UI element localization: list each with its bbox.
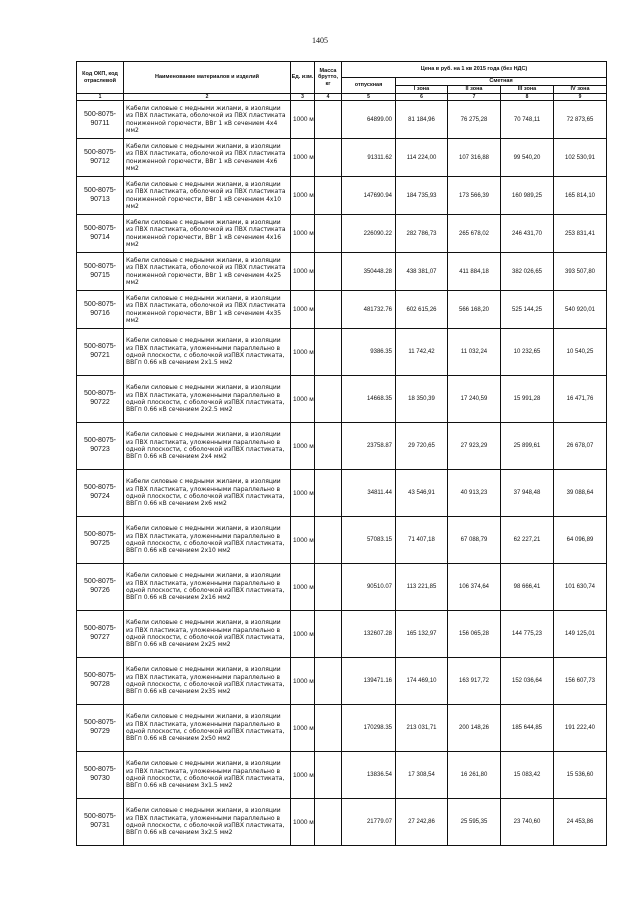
zone-4-price-cell: 253 831,41 — [554, 215, 607, 253]
zone-2-price-cell: 566 168,20 — [448, 291, 501, 329]
page-number: 1405 — [312, 36, 328, 45]
table-row — [77, 564, 607, 611]
zone-4-price-cell: 15 536,60 — [554, 752, 607, 799]
table-row — [77, 291, 607, 329]
material-name-cell: Кабели силовые с медными жилами, в изоляции из ПВХ пластиката, уложенными параллельно в одной плоскости, с оболочкой изПВХ пластиката, ВВГп 0.66 кВ сечением 2х2.5 мм2 — [124, 376, 291, 423]
table-row — [77, 705, 607, 752]
okp-code-cell: 500-8075-90711 — [77, 101, 124, 139]
unit-cell: 1000 м — [291, 799, 315, 846]
unit-cell: 1000 м — [291, 215, 315, 253]
zone-3-price-cell: 70 748,11 — [501, 101, 554, 139]
okp-code-cell: 500-8075-90715 — [77, 253, 124, 291]
zone-2-price-cell: 17 240,59 — [448, 376, 501, 423]
okp-code-cell: 500-8075-90729 — [77, 705, 124, 752]
unit-cell: 1000 м — [291, 329, 315, 376]
zone-3-price-cell: 99 540,20 — [501, 139, 554, 177]
unit-cell: 1000 м — [291, 470, 315, 517]
zone-4-price-cell: 149 125,01 — [554, 611, 607, 658]
unit-cell: 1000 м — [291, 611, 315, 658]
okp-code-cell: 500-8075-90722 — [77, 376, 124, 423]
zone-3-price-cell: 10 232,65 — [501, 329, 554, 376]
mass-cell — [315, 752, 342, 799]
table-row — [77, 376, 607, 423]
table-row — [77, 517, 607, 564]
column-number: 7 — [448, 94, 501, 101]
material-name-cell: Кабели силовые с медными жилами, в изоляции из ПВХ пластиката, оболочкой из ПВХ пластиката пониженной горючести, ВВг 1 кВ сечением 4х6 мм2 — [124, 139, 291, 177]
table-row — [77, 101, 607, 139]
zone-1-price-cell: 213 031,71 — [396, 705, 448, 752]
column-number: 6 — [396, 94, 448, 101]
material-name-cell: Кабели силовые с медными жилами, в изоляции из ПВХ пластиката, оболочкой из ПВХ пластиката пониженной горючести, ВВг 1 кВ сечением 4х35 мм2 — [124, 291, 291, 329]
zone-3-price-cell: 25 899,61 — [501, 423, 554, 470]
okp-code-cell: 500-8075-90730 — [77, 752, 124, 799]
unit-cell: 1000 м — [291, 705, 315, 752]
release-price-cell: 14668.35 — [342, 376, 396, 423]
header-mass: Масса брутто, кг — [315, 62, 342, 94]
zone-3-price-cell: 246 431,70 — [501, 215, 554, 253]
zone-2-price-cell: 67 088,79 — [448, 517, 501, 564]
zone-2-price-cell: 11 032,24 — [448, 329, 501, 376]
zone-2-price-cell: 76 275,28 — [448, 101, 501, 139]
column-number: 9 — [554, 94, 607, 101]
okp-code-cell: 500-8075-90714 — [77, 215, 124, 253]
mass-cell — [315, 517, 342, 564]
okp-code-cell: 500-8075-90723 — [77, 423, 124, 470]
header-zone-4: IV зона — [554, 86, 607, 94]
header-unit: Ед. изм. — [291, 62, 315, 94]
mass-cell — [315, 215, 342, 253]
material-name-cell: Кабели силовые с медными жилами, в изоляции из ПВХ пластиката, уложенными параллельно в одной плоскости, с оболочкой изПВХ пластиката, ВВГп 0.66 кВ сечением 2х1.5 мм2 — [124, 329, 291, 376]
zone-4-price-cell: 24 453,86 — [554, 799, 607, 846]
table-header — [77, 62, 607, 101]
mass-cell — [315, 705, 342, 752]
unit-cell: 1000 м — [291, 139, 315, 177]
unit-cell: 1000 м — [291, 177, 315, 215]
mass-cell — [315, 177, 342, 215]
column-number: 2 — [124, 94, 291, 101]
zone-1-price-cell: 17 308,54 — [396, 752, 448, 799]
zone-2-price-cell: 163 917,72 — [448, 658, 501, 705]
material-name-cell: Кабели силовые с медными жилами, в изоляции из ПВХ пластиката, уложенными параллельно в одной плоскости, с оболочкой изПВХ пластиката, ВВГп 0.66 кВ сечением 2х35 мм2 — [124, 658, 291, 705]
zone-4-price-cell: 39 088,64 — [554, 470, 607, 517]
zone-3-price-cell: 160 989,25 — [501, 177, 554, 215]
zone-4-price-cell: 101 630,74 — [554, 564, 607, 611]
header-zone-1: I зона — [396, 86, 448, 94]
unit-cell: 1000 м — [291, 376, 315, 423]
mass-cell — [315, 658, 342, 705]
table-row — [77, 215, 607, 253]
table-row — [77, 329, 607, 376]
zone-4-price-cell: 540 920,01 — [554, 291, 607, 329]
release-price-cell: 226090.22 — [342, 215, 396, 253]
okp-code-cell: 500-8075-90727 — [77, 611, 124, 658]
zone-1-price-cell: 165 132,97 — [396, 611, 448, 658]
material-name-cell: Кабели силовые с медными жилами, в изоляции из ПВХ пластиката, уложенными параллельно в одной плоскости, с оболочкой изПВХ пластиката, ВВГп 0.66 кВ сечением 2х25 мм2 — [124, 611, 291, 658]
material-name-cell: Кабели силовые с медными жилами, в изоляции из ПВХ пластиката, оболочкой из ПВХ пластиката пониженной горючести, ВВг 1 кВ сечением 4х25 мм2 — [124, 253, 291, 291]
okp-code-cell: 500-8075-90713 — [77, 177, 124, 215]
okp-code-cell: 500-8075-90712 — [77, 139, 124, 177]
table-body — [77, 101, 607, 846]
material-name-cell: Кабели силовые с медными жилами, в изоляции из ПВХ пластиката, уложенными параллельно в одной плоскости, с оболочкой изПВХ пластиката, ВВГп 0.66 кВ сечением 2х10 мм2 — [124, 517, 291, 564]
header-code: Код ОКП, код отраслевой — [77, 62, 124, 94]
mass-cell — [315, 611, 342, 658]
release-price-cell: 9386.35 — [342, 329, 396, 376]
mass-cell — [315, 376, 342, 423]
okp-code-cell: 500-8075-90724 — [77, 470, 124, 517]
zone-4-price-cell: 156 607,73 — [554, 658, 607, 705]
zone-4-price-cell: 102 530,91 — [554, 139, 607, 177]
zone-4-price-cell: 26 678,07 — [554, 423, 607, 470]
material-name-cell: Кабели силовые с медными жилами, в изоляции из ПВХ пластиката, уложенными параллельно в одной плоскости, с оболочкой изПВХ пластиката, ВВГп 0.66 кВ сечением 3х1.5 мм2 — [124, 752, 291, 799]
zone-1-price-cell: 27 242,86 — [396, 799, 448, 846]
zone-4-price-cell: 191 222,40 — [554, 705, 607, 752]
zone-3-price-cell: 37 948,48 — [501, 470, 554, 517]
zone-1-price-cell: 114 224,00 — [396, 139, 448, 177]
zone-2-price-cell: 106 374,64 — [448, 564, 501, 611]
release-price-cell: 34811.44 — [342, 470, 396, 517]
zone-3-price-cell: 525 144,25 — [501, 291, 554, 329]
zone-3-price-cell: 98 666,41 — [501, 564, 554, 611]
material-name-cell: Кабели силовые с медными жилами, в изоляции из ПВХ пластиката, оболочкой из ПВХ пластиката пониженной горючести, ВВг 1 кВ сечением 4х16 мм2 — [124, 215, 291, 253]
zone-1-price-cell: 184 735,93 — [396, 177, 448, 215]
mass-cell — [315, 470, 342, 517]
material-name-cell: Кабели силовые с медными жилами, в изоляции из ПВХ пластиката, уложенными параллельно в одной плоскости, с оболочкой изПВХ пластиката, ВВГп 0.66 кВ сечением 2х6 мм2 — [124, 470, 291, 517]
unit-cell: 1000 м — [291, 101, 315, 139]
zone-1-price-cell: 602 615,26 — [396, 291, 448, 329]
table-row — [77, 177, 607, 215]
release-price-cell: 170298.35 — [342, 705, 396, 752]
header-name: Наименование материалов и изделий — [124, 62, 291, 94]
material-name-cell: Кабели силовые с медными жилами, в изоляции из ПВХ пластиката, оболочкой из ПВХ пластиката пониженной горючести, ВВг 1 кВ сечением 4х10 мм2 — [124, 177, 291, 215]
zone-1-price-cell: 71 407,18 — [396, 517, 448, 564]
header-zone-2: II зона — [448, 86, 501, 94]
release-price-cell: 64899.00 — [342, 101, 396, 139]
table-row — [77, 752, 607, 799]
zone-2-price-cell: 40 913,23 — [448, 470, 501, 517]
table-row — [77, 658, 607, 705]
unit-cell: 1000 м — [291, 291, 315, 329]
zone-2-price-cell: 16 261,80 — [448, 752, 501, 799]
release-price-cell: 23758.87 — [342, 423, 396, 470]
header-estimate: Сметная — [396, 78, 607, 86]
unit-cell: 1000 м — [291, 423, 315, 470]
header-zone-3: III зона — [501, 86, 554, 94]
unit-cell: 1000 м — [291, 253, 315, 291]
zone-4-price-cell: 72 873,65 — [554, 101, 607, 139]
table-row — [77, 799, 607, 846]
zone-2-price-cell: 25 595,35 — [448, 799, 501, 846]
unit-cell: 1000 м — [291, 752, 315, 799]
release-price-cell: 132607.28 — [342, 611, 396, 658]
zone-2-price-cell: 27 923,29 — [448, 423, 501, 470]
release-price-cell: 13836.54 — [342, 752, 396, 799]
zone-2-price-cell: 411 884,18 — [448, 253, 501, 291]
okp-code-cell: 500-8075-90728 — [77, 658, 124, 705]
zone-1-price-cell: 11 742,42 — [396, 329, 448, 376]
zone-3-price-cell: 382 026,65 — [501, 253, 554, 291]
release-price-cell: 90510.07 — [342, 564, 396, 611]
zone-2-price-cell: 173 566,39 — [448, 177, 501, 215]
release-price-cell: 21779.07 — [342, 799, 396, 846]
zone-1-price-cell: 438 381,07 — [396, 253, 448, 291]
zone-1-price-cell: 18 350,39 — [396, 376, 448, 423]
column-number: 8 — [501, 94, 554, 101]
unit-cell: 1000 м — [291, 658, 315, 705]
zone-1-price-cell: 174 469,10 — [396, 658, 448, 705]
okp-code-cell: 500-8075-90716 — [77, 291, 124, 329]
okp-code-cell: 500-8075-90726 — [77, 564, 124, 611]
okp-code-cell: 500-8075-90725 — [77, 517, 124, 564]
material-name-cell: Кабели силовые с медными жилами, в изоляции из ПВХ пластиката, уложенными параллельно в одной плоскости, с оболочкой изПВХ пластиката, ВВГп 0.66 кВ сечением 3х2.5 мм2 — [124, 799, 291, 846]
release-price-cell: 57083.15 — [342, 517, 396, 564]
mass-cell — [315, 291, 342, 329]
zone-1-price-cell: 81 184,96 — [396, 101, 448, 139]
zone-1-price-cell: 113 221,85 — [396, 564, 448, 611]
mass-cell — [315, 139, 342, 177]
release-price-cell: 147690.94 — [342, 177, 396, 215]
header-price-group: Цена в руб. на 1 кв 2015 года (без НДС) — [342, 62, 607, 78]
mass-cell — [315, 423, 342, 470]
zone-4-price-cell: 64 096,89 — [554, 517, 607, 564]
zone-2-price-cell: 107 316,88 — [448, 139, 501, 177]
okp-code-cell: 500-8075-90721 — [77, 329, 124, 376]
zone-2-price-cell: 265 678,02 — [448, 215, 501, 253]
column-number: 3 — [291, 94, 315, 101]
column-number: 4 — [315, 94, 342, 101]
price-table — [76, 61, 607, 846]
zone-1-price-cell: 282 786,73 — [396, 215, 448, 253]
zone-3-price-cell: 185 644,85 — [501, 705, 554, 752]
table-row — [77, 611, 607, 658]
mass-cell — [315, 329, 342, 376]
material-name-cell: Кабели силовые с медными жилами, в изоляции из ПВХ пластиката, оболочкой из ПВХ пластиката пониженной горючести, ВВг 1 кВ сечением 4х4 мм2 — [124, 101, 291, 139]
zone-2-price-cell: 156 065,28 — [448, 611, 501, 658]
table-row — [77, 423, 607, 470]
zone-4-price-cell: 16 471,76 — [554, 376, 607, 423]
zone-3-price-cell: 144 775,23 — [501, 611, 554, 658]
table-row — [77, 139, 607, 177]
zone-3-price-cell: 15 083,42 — [501, 752, 554, 799]
material-name-cell: Кабели силовые с медными жилами, в изоляции из ПВХ пластиката, уложенными параллельно в одной плоскости, с оболочкой изПВХ пластиката, ВВГп 0.66 кВ сечением 2х4 мм2 — [124, 423, 291, 470]
material-name-cell: Кабели силовые с медными жилами, в изоляции из ПВХ пластиката, уложенными параллельно в одной плоскости, с оболочкой изПВХ пластиката, ВВГп 0.66 кВ сечением 2х50 мм2 — [124, 705, 291, 752]
mass-cell — [315, 799, 342, 846]
zone-3-price-cell: 62 227,21 — [501, 517, 554, 564]
mass-cell — [315, 101, 342, 139]
column-number: 1 — [77, 94, 124, 101]
okp-code-cell: 500-8075-90731 — [77, 799, 124, 846]
zone-1-price-cell: 43 546,91 — [396, 470, 448, 517]
release-price-cell: 139471.16 — [342, 658, 396, 705]
release-price-cell: 481732.76 — [342, 291, 396, 329]
zone-3-price-cell: 152 036,64 — [501, 658, 554, 705]
unit-cell: 1000 м — [291, 517, 315, 564]
mass-cell — [315, 564, 342, 611]
zone-1-price-cell: 29 720,65 — [396, 423, 448, 470]
material-name-cell: Кабели силовые с медными жилами, в изоляции из ПВХ пластиката, уложенными параллельно в одной плоскости, с оболочкой изПВХ пластиката, ВВГп 0.66 кВ сечением 2х16 мм2 — [124, 564, 291, 611]
header-release: отпускная — [342, 78, 396, 94]
table-row — [77, 470, 607, 517]
zone-3-price-cell: 15 991,28 — [501, 376, 554, 423]
column-numbers-row — [77, 94, 607, 101]
column-number: 5 — [342, 94, 396, 101]
release-price-cell: 350448.28 — [342, 253, 396, 291]
unit-cell: 1000 м — [291, 564, 315, 611]
zone-3-price-cell: 23 740,60 — [501, 799, 554, 846]
zone-2-price-cell: 200 148,26 — [448, 705, 501, 752]
zone-4-price-cell: 393 507,80 — [554, 253, 607, 291]
mass-cell — [315, 253, 342, 291]
release-price-cell: 91311.62 — [342, 139, 396, 177]
zone-4-price-cell: 165 814,10 — [554, 177, 607, 215]
zone-4-price-cell: 10 540,25 — [554, 329, 607, 376]
table-row — [77, 253, 607, 291]
